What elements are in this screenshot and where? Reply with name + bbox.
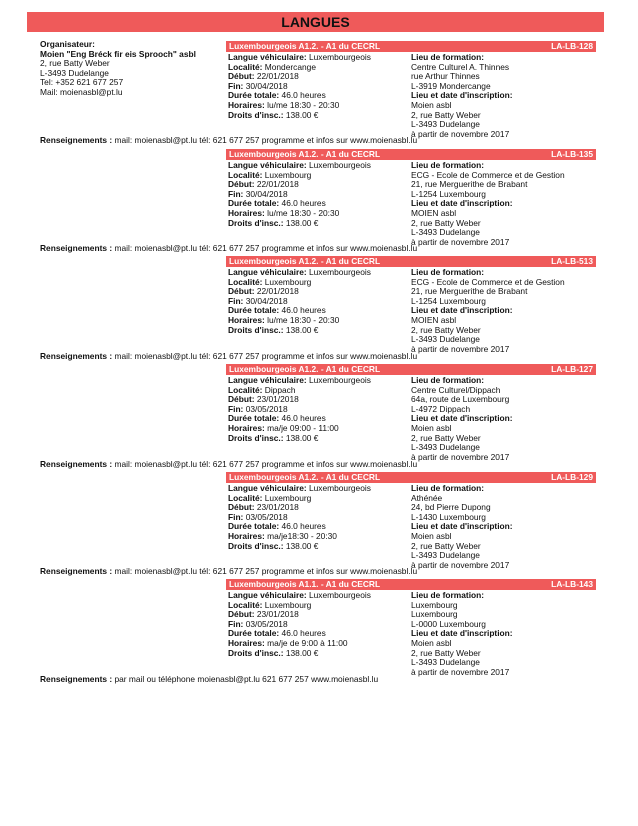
formation-line: Luxembourg: [411, 599, 458, 610]
course-block: [226, 579, 596, 677]
course-renseignements: [40, 567, 417, 577]
field-label: Langue véhiculaire:: [228, 375, 307, 385]
course-details: [228, 591, 408, 658]
course-header: [226, 364, 596, 375]
formation-line: L-0000 Luxembourg: [411, 618, 486, 629]
renseignements-label: Renseignements :: [40, 243, 113, 253]
field-label: Droits d'insc.:: [228, 217, 284, 228]
inscription-line: à partir de novembre 2017: [411, 559, 510, 570]
field-value: Luxembourgeois: [308, 267, 371, 277]
course-field-droits: [228, 542, 408, 552]
field-label: Début:: [228, 609, 255, 620]
course-title: Luxembourgeois A1.1. - A1 du CECRL: [229, 579, 381, 589]
course-field-droits: [228, 111, 408, 121]
formation-line: 64a, route de Luxembourg: [411, 394, 510, 405]
course-block: [226, 472, 596, 570]
field-value: ma/je18:30 - 20:30: [267, 530, 337, 541]
formation-line: ECG - Ecole de Commerce et de Gestion: [411, 169, 565, 180]
field-value: ma/je 09:00 - 11:00: [267, 422, 339, 433]
course-title: Luxembourgeois A1.2. - A1 du CECRL: [229, 256, 381, 266]
field-value: 23/01/2018: [256, 609, 299, 620]
course-block: [226, 149, 596, 247]
course-header: [226, 256, 596, 267]
course-renseignements: [40, 136, 417, 146]
inscription-line: L-3493 Dudelange: [411, 227, 480, 238]
renseignements-value: mail: moienasbl@pt.lu tél: 621 677 257 programme et infos sur www.moienasbl.lu: [114, 351, 418, 361]
field-value: Luxembourgeois: [308, 483, 371, 493]
formation-line: 21, rue Merguerithe de Brabant: [411, 179, 528, 190]
formation-line: Athénée: [411, 492, 443, 503]
course-code: LA-LB-129: [551, 472, 593, 482]
field-label: Localité:: [228, 492, 263, 503]
field-value: 46.0 heures: [281, 198, 326, 209]
organizer-street: 2, rue Batty Weber: [40, 58, 110, 69]
field-label: Horaires:: [228, 637, 265, 648]
course-locations: [411, 591, 596, 677]
field-value: 30/04/2018: [245, 188, 288, 199]
formation-line: ECG - Ecole de Commerce et de Gestion: [411, 276, 565, 287]
field-value: 138.00 €: [285, 217, 319, 228]
course-title: Luxembourgeois A1.2. - A1 du CECRL: [229, 41, 381, 51]
course-renseignements: [40, 352, 417, 362]
inscription-line: Moien asbl: [411, 422, 452, 433]
course-locations: [411, 484, 596, 570]
course-renseignements: [40, 460, 417, 470]
course-title: Luxembourgeois A1.2. - A1 du CECRL: [229, 472, 381, 482]
course-renseignements: [40, 244, 417, 254]
field-label: Horaires:: [228, 422, 265, 433]
organizer-name: Moien "Eng Bréck fir eis Sprooch" asbl: [40, 48, 196, 59]
field-value: Luxembourg: [264, 169, 312, 180]
field-value: 03/05/2018: [245, 403, 288, 414]
organizer-heading: Organisateur:: [40, 39, 95, 49]
renseignements-label: Renseignements :: [40, 566, 113, 576]
course-title: Luxembourgeois A1.2. - A1 du CECRL: [229, 364, 381, 374]
course-header: [226, 149, 596, 160]
organizer-tel: Tel: +352 621 677 257: [40, 77, 124, 88]
field-label: Droits d'insc.:: [228, 324, 284, 335]
field-value: 138.00 €: [285, 109, 319, 120]
course-details: [228, 376, 408, 443]
field-value: 03/05/2018: [245, 618, 288, 629]
formation-line: L-4972 Dippach: [411, 403, 471, 414]
field-label: Horaires:: [228, 314, 265, 325]
field-label: Droits d'insc.:: [228, 109, 284, 120]
field-label: Fin:: [228, 188, 244, 199]
field-value: 46.0 heures: [281, 521, 326, 532]
course-code: LA-LB-127: [551, 364, 593, 374]
field-value: lu/me 18:30 - 20:30: [267, 99, 340, 110]
formation-line: L-1430 Luxembourg: [411, 511, 486, 522]
inscription-line: L-3493 Dudelange: [411, 334, 480, 345]
organizer-mail: Mail: moienasbl@pt.lu: [40, 86, 123, 97]
field-value: 03/05/2018: [245, 511, 288, 522]
field-value: Dippach: [264, 384, 296, 395]
field-label: Droits d'insc.:: [228, 432, 284, 443]
inscription-line: 2, rue Batty Weber: [411, 540, 481, 551]
field-label: Horaires:: [228, 530, 265, 541]
inscription-line: à partir de novembre 2017: [411, 128, 510, 139]
course-code: LA-LB-128: [551, 41, 593, 51]
field-value: Mondercange: [264, 61, 316, 72]
field-label: Langue véhiculaire:: [228, 52, 307, 62]
organizer-city: L-3493 Dudelange: [40, 67, 109, 78]
field-label: Langue véhiculaire:: [228, 590, 307, 600]
formation-heading: Lieu de formation:: [411, 375, 485, 385]
course-field-droits: [228, 219, 408, 229]
field-value: 138.00 €: [285, 647, 319, 658]
formation-line: L-3919 Mondercange: [411, 80, 491, 91]
field-label: Localité:: [228, 384, 263, 395]
course-locations: [411, 53, 596, 139]
field-label: Début:: [228, 179, 255, 190]
field-value: 22/01/2018: [256, 71, 299, 82]
field-value: Luxembourgeois: [308, 590, 371, 600]
formation-line: Centre Culturel A. Thinnes: [411, 61, 510, 72]
field-value: 23/01/2018: [256, 502, 299, 513]
formation-line: Centre Culturel/Dippach: [411, 384, 501, 395]
inscription-line: Moien asbl: [411, 530, 452, 541]
course-field-droits: [228, 649, 408, 659]
renseignements-value: par mail ou téléphone moienasbl@pt.lu 621 677 257 www.moienasbl.lu: [114, 674, 379, 684]
field-value: 46.0 heures: [281, 413, 326, 424]
field-value: Luxembourgeois: [308, 160, 371, 170]
inscription-heading: Lieu et date d'inscription:: [411, 305, 513, 316]
inscription-line: Moien asbl: [411, 99, 452, 110]
course-field-droits: [228, 326, 408, 336]
field-value: Luxembourgeois: [308, 375, 371, 385]
formation-line: rue Arthur Thinnes: [411, 71, 480, 82]
field-label: Langue véhiculaire:: [228, 483, 307, 493]
formation-line: Luxembourg: [411, 609, 458, 620]
formation-line: 24, bd Pierre Dupong: [411, 502, 491, 513]
field-label: Durée totale:: [228, 90, 280, 101]
field-label: Durée totale:: [228, 521, 280, 532]
field-label: Droits d'insc.:: [228, 647, 284, 658]
inscription-line: MOIEN asbl: [411, 314, 457, 325]
renseignements-label: Renseignements :: [40, 351, 113, 361]
course-details: [228, 53, 408, 120]
field-label: Horaires:: [228, 207, 265, 218]
course-block: [226, 364, 596, 462]
field-label: Droits d'insc.:: [228, 540, 284, 551]
field-value: 23/01/2018: [256, 394, 299, 405]
inscription-line: L-3493 Dudelange: [411, 657, 480, 668]
renseignements-label: Renseignements :: [40, 135, 113, 145]
field-label: Localité:: [228, 169, 263, 180]
inscription-heading: Lieu et date d'inscription:: [411, 90, 513, 101]
renseignements-label: Renseignements :: [40, 459, 113, 469]
field-value: 30/04/2018: [245, 295, 288, 306]
field-value: ma/je de 9:00 à 11:00: [267, 637, 348, 648]
course-field-droits: [228, 434, 408, 444]
course-block: [226, 41, 596, 139]
course-renseignements: [40, 675, 378, 685]
field-value: 46.0 heures: [281, 305, 326, 316]
field-value: 30/04/2018: [245, 80, 288, 91]
renseignements-value: mail: moienasbl@pt.lu tél: 621 677 257 programme et infos sur www.moienasbl.lu: [114, 243, 418, 253]
inscription-line: 2, rue Batty Weber: [411, 432, 481, 443]
field-label: Début:: [228, 502, 255, 513]
inscription-line: à partir de novembre 2017: [411, 451, 510, 462]
organizer-block: [40, 40, 220, 98]
renseignements-label: Renseignements :: [40, 674, 113, 684]
inscription-line: L-3493 Dudelange: [411, 119, 480, 130]
field-label: Fin:: [228, 618, 244, 629]
course-code: LA-LB-135: [551, 149, 593, 159]
inscription-line: Moien asbl: [411, 637, 452, 648]
inscription-line: 2, rue Batty Weber: [411, 109, 481, 120]
field-value: Luxembourg: [264, 599, 312, 610]
renseignements-value: mail: moienasbl@pt.lu tél: 621 677 257 programme et infos sur www.moienasbl.lu: [114, 566, 418, 576]
course-locations: [411, 268, 596, 354]
inscription-line: à partir de novembre 2017: [411, 666, 510, 677]
course-block: [226, 256, 596, 354]
field-label: Horaires:: [228, 99, 265, 110]
renseignements-value: mail: moienasbl@pt.lu tél: 621 677 257 programme et infos sur www.moienasbl.lu: [114, 459, 418, 469]
course-title: Luxembourgeois A1.2. - A1 du CECRL: [229, 149, 381, 159]
inscription-line: 2, rue Batty Weber: [411, 217, 481, 228]
field-label: Durée totale:: [228, 198, 280, 209]
field-value: Luxembourgeois: [308, 52, 371, 62]
course-code: LA-LB-513: [551, 256, 593, 266]
inscription-heading: Lieu et date d'inscription:: [411, 198, 513, 209]
formation-heading: Lieu de formation:: [411, 590, 485, 600]
course-locations: [411, 161, 596, 247]
formation-heading: Lieu de formation:: [411, 267, 485, 277]
field-value: 22/01/2018: [256, 179, 299, 190]
field-label: Durée totale:: [228, 628, 280, 639]
field-label: Début:: [228, 394, 255, 405]
inscription-line: 2, rue Batty Weber: [411, 647, 481, 658]
field-label: Langue véhiculaire:: [228, 267, 307, 277]
inscription-heading: Lieu et date d'inscription:: [411, 413, 513, 424]
inscription-line: MOIEN asbl: [411, 207, 457, 218]
field-value: 46.0 heures: [281, 90, 326, 101]
course-code: LA-LB-143: [551, 579, 593, 589]
inscription-line: à partir de novembre 2017: [411, 236, 510, 247]
formation-heading: Lieu de formation:: [411, 160, 485, 170]
field-value: 138.00 €: [285, 432, 319, 443]
course-locations: [411, 376, 596, 462]
field-label: Début:: [228, 286, 255, 297]
inscription-line: 2, rue Batty Weber: [411, 324, 481, 335]
field-value: Luxembourg: [264, 492, 312, 503]
field-label: Localité:: [228, 599, 263, 610]
field-value: 22/01/2018: [256, 286, 299, 297]
field-label: Fin:: [228, 295, 244, 306]
field-label: Durée totale:: [228, 305, 280, 316]
page-title: LANGUES: [27, 12, 604, 32]
inscription-heading: Lieu et date d'inscription:: [411, 521, 513, 532]
field-value: 138.00 €: [285, 324, 319, 335]
field-label: Fin:: [228, 511, 244, 522]
course-header: [226, 579, 596, 590]
formation-line: L-1254 Luxembourg: [411, 295, 486, 306]
course-details: [228, 268, 408, 335]
formation-heading: Lieu de formation:: [411, 483, 485, 493]
course-details: [228, 161, 408, 228]
inscription-line: L-3493 Dudelange: [411, 442, 480, 453]
inscription-line: à partir de novembre 2017: [411, 343, 510, 354]
field-value: lu/me 18:30 - 20:30: [267, 207, 340, 218]
field-label: Fin:: [228, 80, 244, 91]
field-label: Durée totale:: [228, 413, 280, 424]
renseignements-value: mail: moienasbl@pt.lu tél: 621 677 257 programme et infos sur www.moienasbl.lu: [114, 135, 418, 145]
field-label: Fin:: [228, 403, 244, 414]
field-label: Localité:: [228, 61, 263, 72]
field-value: 46.0 heures: [281, 628, 326, 639]
field-value: 138.00 €: [285, 540, 319, 551]
formation-line: L-1254 Luxembourg: [411, 188, 486, 199]
course-header: [226, 472, 596, 483]
field-label: Localité:: [228, 276, 263, 287]
course-header: [226, 41, 596, 52]
formation-heading: Lieu de formation:: [411, 52, 485, 62]
field-label: Début:: [228, 71, 255, 82]
field-value: lu/me 18:30 - 20:30: [267, 314, 340, 325]
field-value: Luxembourg: [264, 276, 312, 287]
inscription-heading: Lieu et date d'inscription:: [411, 628, 513, 639]
formation-line: 21, rue Merguerithe de Brabant: [411, 286, 528, 297]
course-details: [228, 484, 408, 551]
field-label: Langue véhiculaire:: [228, 160, 307, 170]
inscription-line: L-3493 Dudelange: [411, 550, 480, 561]
